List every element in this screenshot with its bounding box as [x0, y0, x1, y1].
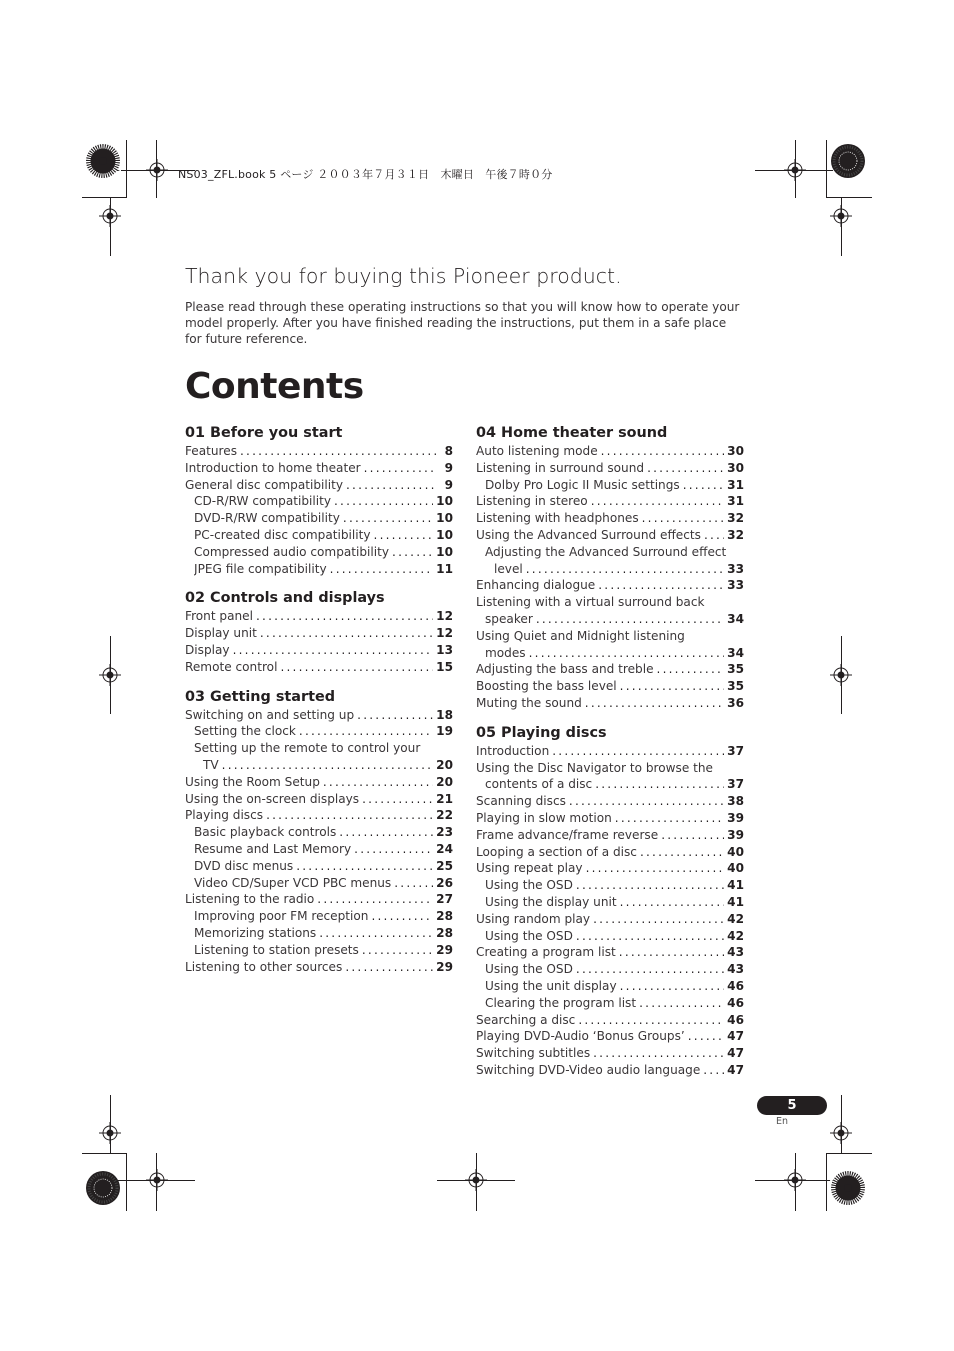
registration-mark-icon [146, 159, 168, 181]
toc-entry-title: Introduction to home theater [185, 460, 361, 475]
book-header-info: NS03_ZFL.book 5 ページ ２００３年７月３１日 木曜日 午後７時０分 [178, 168, 553, 181]
dot-leader [620, 678, 724, 695]
toc-entry-page: 35 [727, 662, 744, 677]
toc-entry[interactable] [185, 925, 453, 942]
toc-entry[interactable] [185, 659, 453, 676]
toc-entry[interactable] [185, 858, 453, 875]
toc-entry-title: Video CD/Super VCD PBC menus [194, 875, 392, 890]
dot-leader [299, 723, 433, 740]
toc-entry[interactable] [476, 860, 744, 877]
toc-entry-title: Compressed audio compatibility [194, 544, 390, 559]
color-wheel-icon [85, 1170, 121, 1206]
toc-entry-title: Searching a disc [476, 1012, 576, 1027]
toc-entry-page: 12 [436, 609, 453, 624]
dot-leader [317, 891, 433, 908]
toc-entry[interactable] [476, 510, 744, 527]
toc-entry-title: Using the Disc Navigator to browse the [476, 760, 713, 775]
dot-leader [569, 793, 724, 810]
toc-entry-page: 46 [727, 978, 744, 993]
dot-leader [323, 774, 433, 791]
toc-entry-title: Auto listening mode [476, 444, 598, 458]
registration-mark-icon [830, 664, 852, 686]
dot-leader [591, 493, 724, 510]
toc-entry-page: 43 [727, 945, 744, 960]
toc-entry[interactable] [185, 443, 453, 460]
toc-section [476, 424, 744, 712]
toc-entry-title: Features [185, 444, 238, 458]
toc-entry-page: 40 [727, 861, 744, 876]
toc-entry[interactable] [185, 891, 453, 908]
toc-entry[interactable] [185, 510, 453, 527]
toc-entry-title-continued: speaker [485, 611, 533, 626]
toc-entry[interactable] [185, 807, 453, 824]
toc-entry-page: 37 [727, 743, 744, 758]
toc-entry-page: 46 [727, 995, 744, 1010]
toc-entry-page: 24 [436, 841, 453, 856]
color-wheel-icon [830, 1170, 866, 1206]
toc-entry[interactable] [185, 561, 453, 578]
toc-entry-page: 31 [727, 494, 744, 509]
toc-entry[interactable] [476, 527, 744, 544]
dot-leader [647, 460, 724, 477]
toc-entry[interactable] [476, 493, 744, 510]
toc-entry[interactable] [476, 911, 744, 928]
toc-entry[interactable] [185, 774, 453, 791]
dot-leader [529, 645, 725, 662]
toc-entry-page: 26 [436, 875, 453, 890]
toc-entry-title: Basic playback controls [194, 825, 337, 840]
toc-entry[interactable] [476, 443, 744, 460]
toc-entry-title: General disc compatibility [185, 477, 344, 492]
toc-entry-title: Muting the sound [476, 695, 582, 710]
dot-leader [319, 925, 433, 942]
toc-entry[interactable] [185, 608, 453, 625]
toc-entry-page: 38 [727, 794, 744, 809]
toc-entry-title: Creating a program list [476, 945, 616, 960]
toc-entry-title-continued: contents of a disc [485, 777, 593, 792]
toc-entry[interactable] [476, 810, 744, 827]
dot-leader [392, 544, 433, 561]
dot-leader [233, 642, 434, 659]
toc-entry-page: 42 [727, 911, 744, 926]
registration-mark-icon [146, 1169, 168, 1191]
dot-leader [374, 527, 434, 544]
dot-leader [296, 858, 433, 875]
toc-entry-title: Switching on and setting up [185, 707, 355, 722]
dot-leader [334, 493, 433, 510]
toc-section [185, 589, 453, 675]
toc-entry-title: Display unit [185, 626, 257, 641]
toc-entry-page: 34 [727, 611, 744, 626]
toc-entry[interactable] [476, 594, 744, 628]
toc-entry-page: 41 [727, 878, 744, 893]
toc-entry-title: Setting the clock [194, 724, 296, 739]
toc-entry-title: Introduction [476, 743, 550, 758]
dot-leader [343, 510, 433, 527]
dot-leader [593, 1045, 724, 1062]
dot-leader [364, 460, 436, 477]
toc-entry[interactable] [476, 944, 744, 961]
toc-entry[interactable] [476, 827, 744, 844]
toc-entry[interactable] [476, 743, 744, 760]
toc-entry-page: 10 [436, 494, 453, 509]
intro-paragraph: Please read through these operating instructions so that you will know how to operate your model properly. After you have finished reading the instructions, put them in a safe place for future reference. [185, 300, 740, 347]
toc-entry[interactable] [476, 544, 744, 578]
toc-entry-title: Using the OSD [485, 928, 573, 943]
dot-leader [346, 477, 436, 494]
toc-entry[interactable] [476, 477, 744, 494]
toc-entry[interactable] [185, 791, 453, 808]
toc-entry-page: 32 [727, 511, 744, 526]
color-wheel-icon [85, 143, 121, 179]
toc-entry[interactable] [185, 493, 453, 510]
toc-entry-page: 10 [436, 527, 453, 542]
toc-entry[interactable] [185, 942, 453, 959]
toc-entry-title: Playing in slow motion [476, 810, 612, 825]
toc-entry-page: 11 [436, 561, 453, 576]
toc-entry-title: Using the Advanced Surround effects [476, 527, 701, 542]
toc-entry-title: Listening with a virtual surround back [476, 595, 705, 610]
toc-entry-title: Using the unit display [485, 978, 617, 993]
toc-entry-title: DVD-R/RW compatibility [194, 511, 340, 526]
toc-entry-title: Dolby Pro Logic II Music settings [485, 477, 680, 492]
toc-entry-title: CD-R/RW compatibility [194, 494, 331, 509]
toc-entry-page: 36 [727, 695, 744, 710]
toc-entry-title: JPEG file compatibility [194, 561, 327, 576]
dot-leader [639, 995, 724, 1012]
toc-entry-title: Using the OSD [485, 878, 573, 893]
toc-entry-page: 29 [436, 942, 453, 957]
dot-leader [620, 894, 725, 911]
dot-leader [576, 877, 724, 894]
dot-leader [260, 625, 433, 642]
toc-entry[interactable] [476, 760, 744, 794]
toc-entry-page: 47 [727, 1046, 744, 1061]
dot-leader [536, 611, 724, 628]
toc-entry-title: DVD disc menus [194, 858, 294, 873]
dot-leader [593, 911, 724, 928]
dot-leader [357, 707, 433, 724]
dot-leader [661, 827, 724, 844]
toc-entry[interactable] [476, 1028, 744, 1045]
toc-entry[interactable] [476, 678, 744, 695]
dot-leader [371, 908, 433, 925]
toc-entry[interactable] [185, 959, 453, 976]
toc-entry-title: Playing DVD-Audio ‘Bonus Groups’ [476, 1029, 685, 1044]
toc-entry-title: Scanning discs [476, 794, 566, 809]
toc-entry[interactable] [185, 527, 453, 544]
toc-entry-page: 30 [727, 460, 744, 475]
greeting-heading: Thank you for buying this Pioneer product. [185, 264, 622, 288]
registration-mark-icon [830, 205, 852, 227]
dot-leader [362, 942, 433, 959]
toc-entry-page: 29 [436, 959, 453, 974]
toc-section [476, 724, 744, 1079]
dot-leader [703, 1062, 724, 1079]
dot-leader [683, 477, 724, 494]
toc-entry[interactable] [476, 695, 744, 712]
toc-entry-title: Adjusting the Advanced Surround effect [485, 544, 727, 559]
toc-entry[interactable] [476, 978, 744, 995]
toc-entry-title-continued: modes [485, 645, 526, 660]
toc-section [185, 424, 453, 577]
toc-entry-page: 42 [727, 928, 744, 943]
toc-entry-page: 41 [727, 894, 744, 909]
dot-leader [598, 577, 724, 594]
toc-entry[interactable] [476, 995, 744, 1012]
section-heading: 02 Controls and displays [185, 590, 385, 607]
dot-leader [354, 841, 433, 858]
dot-leader [620, 978, 725, 995]
toc-entry-page: 28 [436, 909, 453, 924]
toc-entry-title-continued: TV [203, 757, 219, 772]
toc-entry-title: Front panel [185, 609, 253, 624]
dot-leader [222, 757, 433, 774]
toc-entry-page: 30 [727, 444, 744, 458]
toc-entry-page: 20 [436, 757, 453, 772]
toc-entry-title: Listening to station presets [194, 942, 359, 957]
dot-leader [552, 743, 724, 760]
dot-leader [280, 659, 433, 676]
registration-mark-icon [465, 1169, 487, 1191]
toc-entry-title: Using repeat play [476, 861, 583, 876]
dot-leader [619, 944, 724, 961]
color-wheel-icon [830, 143, 866, 179]
dot-leader [578, 1012, 724, 1029]
registration-mark-icon [784, 159, 806, 181]
toc-entry-title: Using random play [476, 911, 591, 926]
toc-entry[interactable] [476, 661, 744, 678]
toc-left-column [185, 423, 453, 975]
toc-entry-page: 43 [727, 962, 744, 977]
toc-entry-page: 47 [727, 1029, 744, 1044]
dot-leader [586, 860, 725, 877]
toc-section [185, 688, 453, 976]
toc-entry-title: Switching DVD-Video audio language [476, 1062, 701, 1077]
toc-entry[interactable] [185, 841, 453, 858]
toc-entry-page: 9 [444, 477, 453, 492]
toc-entry-page: 9 [444, 460, 453, 475]
page-number-badge: 5 [757, 1096, 827, 1115]
toc-entry-title: Switching subtitles [476, 1046, 591, 1061]
registration-mark-icon [99, 1122, 121, 1144]
toc-entry-page: 18 [436, 707, 453, 722]
toc-entry-page: 27 [436, 892, 453, 907]
dot-leader [339, 824, 433, 841]
toc-entry-page: 25 [436, 858, 453, 873]
registration-mark-icon [830, 1122, 852, 1144]
dot-leader [595, 776, 724, 793]
toc-entry-title: Using the OSD [485, 962, 573, 977]
toc-entry-page: 19 [436, 724, 453, 739]
toc-entry[interactable] [476, 928, 744, 945]
toc-entry-title: Using the Room Setup [185, 774, 320, 789]
toc-entry-title: Setting up the remote to control your [194, 741, 421, 756]
registration-mark-icon [99, 205, 121, 227]
dot-leader [601, 443, 725, 460]
dot-leader [576, 928, 724, 945]
toc-entry[interactable] [476, 1062, 744, 1079]
dot-leader [615, 810, 724, 827]
toc-entry[interactable] [476, 894, 744, 911]
toc-entry[interactable] [185, 824, 453, 841]
toc-entry[interactable] [185, 544, 453, 561]
toc-entry-page: 10 [436, 544, 453, 559]
toc-entry-title: Playing discs [185, 808, 264, 823]
dot-leader [642, 510, 725, 527]
toc-entry-page: 40 [727, 844, 744, 859]
dot-leader [657, 661, 725, 678]
toc-entry-page: 34 [727, 645, 744, 660]
toc-entry[interactable] [476, 1045, 744, 1062]
toc-entry[interactable] [476, 628, 744, 662]
toc-entry-page: 23 [436, 825, 453, 840]
dot-leader [576, 961, 724, 978]
section-heading: 01 Before you start [185, 425, 343, 441]
toc-entry-page: 39 [727, 827, 744, 842]
toc-entry[interactable] [476, 1012, 744, 1029]
toc-entry-page: 10 [436, 511, 453, 526]
dot-leader [345, 959, 433, 976]
toc-entry[interactable] [185, 642, 453, 659]
toc-entry[interactable] [185, 908, 453, 925]
toc-entry[interactable] [476, 577, 744, 594]
section-heading: 04 Home theater sound [476, 425, 668, 441]
dot-leader [330, 561, 434, 578]
toc-entry[interactable] [185, 460, 453, 477]
dot-leader [640, 844, 724, 861]
toc-entry-page: 20 [436, 774, 453, 789]
toc-entry-page: 21 [436, 791, 453, 806]
toc-entry-title: Using the on-screen displays [185, 791, 360, 806]
toc-entry-title: Memorizing stations [194, 925, 317, 940]
toc-entry-title: Improving poor FM reception [194, 909, 369, 924]
toc-entry-title: Adjusting the bass and treble [476, 662, 654, 677]
toc-entry-page: 8 [444, 444, 453, 458]
dot-leader [688, 1028, 724, 1045]
toc-entry[interactable] [476, 793, 744, 810]
toc-entry-page: 13 [436, 642, 453, 657]
toc-entry-page: 22 [436, 808, 453, 823]
toc-entry-title: Boosting the bass level [476, 679, 617, 694]
toc-entry-title: Listening to other sources [185, 959, 343, 974]
section-heading: 05 Playing discs [476, 724, 607, 741]
toc-entry-title: Using Quiet and Midnight listening [476, 628, 685, 643]
dot-leader [240, 443, 436, 460]
toc-entry-page: 15 [436, 659, 453, 674]
toc-entry[interactable] [185, 723, 453, 740]
dot-leader [585, 695, 724, 712]
toc-entry-page: 28 [436, 925, 453, 940]
language-code: En [776, 1116, 789, 1127]
toc-entry[interactable] [185, 875, 453, 892]
toc-entry-page: 33 [727, 578, 744, 593]
toc-entry[interactable] [476, 460, 744, 477]
toc-entry-title-continued: level [494, 561, 523, 576]
toc-entry-title: Listening with headphones [476, 511, 639, 526]
toc-entry-page: 39 [727, 810, 744, 825]
toc-entry-page: 35 [727, 679, 744, 694]
dot-leader [394, 875, 433, 892]
toc-entry-title: Clearing the program list [485, 995, 637, 1010]
toc-entry[interactable] [185, 625, 453, 642]
dot-leader [362, 791, 433, 808]
toc-entry-title: Using the display unit [485, 894, 617, 909]
toc-entry[interactable] [185, 740, 453, 774]
dot-leader [526, 561, 724, 578]
toc-entry[interactable] [185, 707, 453, 724]
toc-entry-title: PC-created disc compatibility [194, 527, 371, 542]
toc-entry-title: Display [185, 642, 230, 657]
toc-entry-title: Frame advance/frame reverse [476, 827, 659, 842]
toc-entry-page: 46 [727, 1012, 744, 1027]
toc-entry-title: Enhancing dialogue [476, 578, 596, 593]
toc-entry[interactable] [476, 877, 744, 894]
toc-entry-page: 37 [727, 777, 744, 792]
toc-entry-title: Listening in surround sound [476, 460, 645, 475]
dot-leader [704, 527, 724, 544]
toc-entry[interactable] [476, 844, 744, 861]
toc-entry-title: Listening to the radio [185, 892, 315, 907]
toc-entry[interactable] [476, 961, 744, 978]
toc-right-column [476, 423, 744, 1079]
toc-entry[interactable] [185, 477, 453, 494]
dot-leader [256, 608, 433, 625]
toc-entry-title: Remote control [185, 659, 278, 674]
registration-mark-icon [99, 664, 121, 686]
toc-entry-title: Listening in stereo [476, 494, 588, 509]
registration-mark-icon [784, 1169, 806, 1191]
toc-entry-title: Looping a section of a disc [476, 844, 637, 859]
toc-entry-page: 12 [436, 626, 453, 641]
toc-entry-title: Resume and Last Memory [194, 841, 352, 856]
toc-entry-page: 47 [727, 1062, 744, 1077]
section-heading: 03 Getting started [185, 688, 336, 705]
toc-entry-page: 31 [727, 477, 744, 492]
toc-entry-page: 33 [727, 561, 744, 576]
dot-leader [266, 807, 433, 824]
toc-entry-page: 32 [727, 527, 744, 542]
page-title: Contents [185, 366, 364, 407]
